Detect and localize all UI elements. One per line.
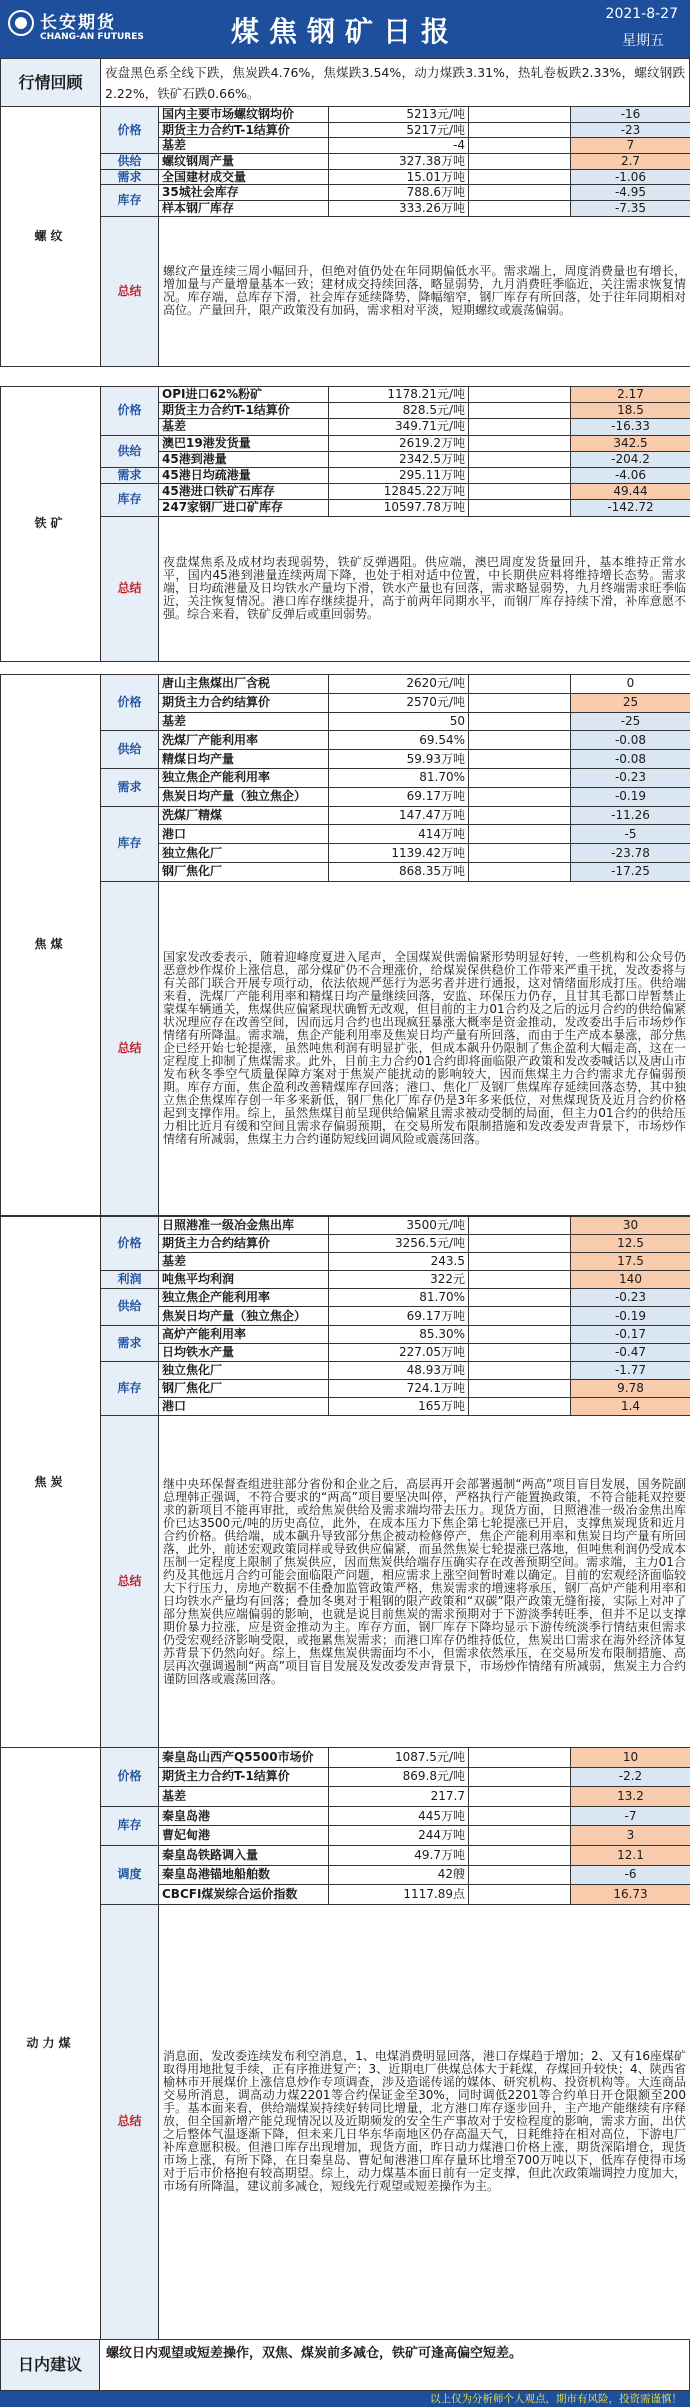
report-weekday: 星期五 bbox=[622, 33, 664, 49]
spacer-cell bbox=[469, 403, 571, 419]
row-group-label: 需求 bbox=[101, 1325, 159, 1361]
spacer-cell bbox=[469, 693, 571, 712]
spacer-cell bbox=[469, 169, 571, 185]
indicator-value: 147.47万吨 bbox=[329, 806, 469, 825]
indicator-change: 30 bbox=[571, 1217, 690, 1235]
indicator-change: 1.4 bbox=[571, 1397, 690, 1415]
row-group-label: 价格 bbox=[101, 387, 159, 436]
indicator-value: 349.71元/吨 bbox=[329, 419, 469, 435]
spacer-cell bbox=[469, 1865, 571, 1885]
indicator-value: 1139.42万吨 bbox=[329, 844, 469, 863]
indicator-change: 12.1 bbox=[571, 1845, 690, 1865]
row-group-label: 库存 bbox=[101, 484, 159, 516]
indicator-label: 日均铁水产量 bbox=[159, 1343, 329, 1361]
row-group-label: 供给 bbox=[101, 435, 159, 467]
spacer-cell bbox=[469, 138, 571, 154]
row-group-label: 价格 bbox=[101, 675, 159, 731]
indicator-value: 85.30% bbox=[329, 1325, 469, 1343]
indicator-change: 342.5 bbox=[571, 435, 690, 451]
indicator-label: 螺纹钢周产量 bbox=[159, 154, 329, 170]
indicator-change: -7 bbox=[571, 1806, 690, 1826]
indicator-change: -0.19 bbox=[571, 1307, 690, 1325]
summary-label: 总结 bbox=[101, 1416, 159, 1748]
indicator-value: 59.93万吨 bbox=[329, 750, 469, 769]
indicator-value: 227.05万吨 bbox=[329, 1343, 469, 1361]
indicator-change: -25 bbox=[571, 712, 690, 731]
indicator-value: 165万吨 bbox=[329, 1397, 469, 1415]
indicator-value: 295.11万吨 bbox=[329, 467, 469, 483]
indicator-change: 3 bbox=[571, 1826, 690, 1846]
spacer-cell bbox=[469, 675, 571, 694]
indicator-label: 钢厂焦化厂 bbox=[159, 862, 329, 881]
summary-text: 螺纹产量连续三周小幅回升，但绝对值仍处在年同期偏低水平。需求端上，周度消费量也有增长，增加量与产量增量基本一致；建材成交持续回落，略显弱势，九月消费旺季临近，关注需求恢复情况。库存端，总库存下滑，社会库存延续降势，降幅缩窄，钢厂库存有所回落，处于往年同期相对高位。产量回升，限产政策没有加码，需求相对平淡，短期螺纹或震荡偏弱。 bbox=[159, 216, 690, 366]
row-group-label: 库存 bbox=[101, 185, 159, 216]
indicator-value: 12845.22万吨 bbox=[329, 484, 469, 500]
indicator-label: 秦皇岛港 bbox=[159, 1806, 329, 1826]
indicator-label: OPI进口62%粉矿 bbox=[159, 387, 329, 403]
summary-text: 国家发改委表示，随着迎峰度夏进入尾声，全国煤炭供需偏紧形势明显好转，一些机构和公众号仍恶意炒作煤价上涨信息，部分煤矿仍不合理涨价，给煤炭保供稳价工作带来严重干扰，发改委将与有关部门联合开展专项行动，依法依规严惩行为恶劣者并进行通报，这对情绪面形成打压。供给端来看，洗煤厂产能利用率和精煤日均产量继续回落，安监、环保压力仍存，且甘其毛都口岸暂禁止蒙煤车辆通关，焦煤供应偏紧现状确暂无改观，但目前的主力01合约及之后的远月合约的供给偏紧状况理应存在改善空间，因而远月合约也出现疯狂暴涨大概率是资金推动，发改委出手后市场炒作情绪有所降温。需求端，焦企产能利用率及焦炭日均产量有所回落，而由于生产成本暴涨，部分焦企已经开始七轮提涨，虽然吨焦利润有明显扩张，但成本飙升仍限制了焦企盈利大幅走高，这在一定程度上抑制了焦煤需求。此外，目前主力合约01合约即将面临限产政策和发改委喊话以及唐山市发布秋冬季空气质量保障方案对于焦炭产能扰动的影响较大，因而焦煤主力合约需求尤存偏弱预期。库存方面，焦企盈利改善精煤库存回落；港口、焦化厂及钢厂焦煤库存延续回落态势，其中独立焦企焦煤库存创一年多来新低，钢厂焦化厂库存仍是3年多来低位，对焦煤现货及近月合约价格起到支撑作用。综上，虽然焦煤目前呈现供给偏紧且需求被动受制的局面，但主力01合约的供给压力相比近月有缓和空间且需求存偏弱预期，在交易所发布限制措施和发改委发声背景下，市场炒作情绪有所减弱，焦煤主力合约谨防短线回调风险或震荡回落。 bbox=[159, 881, 690, 1215]
indicator-value: 10597.78万吨 bbox=[329, 500, 469, 516]
spacer-cell bbox=[469, 451, 571, 467]
spacer-cell bbox=[469, 1397, 571, 1415]
indicator-change: 2.7 bbox=[571, 154, 690, 170]
spacer-cell bbox=[469, 154, 571, 170]
indicator-label: 基差 bbox=[159, 712, 329, 731]
indicator-change: 10 bbox=[571, 1748, 690, 1768]
indicator-value: 81.70% bbox=[329, 1289, 469, 1307]
indicator-label: 独立焦企产能利用率 bbox=[159, 768, 329, 787]
suggestion-label: 日内建议 bbox=[0, 2339, 100, 2391]
indicator-change: -0.23 bbox=[571, 768, 690, 787]
indicator-change: -23 bbox=[571, 122, 690, 138]
section-5 bbox=[0, 1747, 690, 2340]
spacer-cell bbox=[469, 1767, 571, 1787]
indicator-change: -1.77 bbox=[571, 1361, 690, 1379]
spacer-cell bbox=[469, 1271, 571, 1289]
indicator-label: 唐山主焦煤出厂含税 bbox=[159, 675, 329, 694]
indicator-value: 49.7万吨 bbox=[329, 1845, 469, 1865]
spacer-cell bbox=[469, 185, 571, 201]
spacer-cell bbox=[469, 500, 571, 516]
section-name: 焦炭 bbox=[1, 1217, 101, 1748]
summary-label: 总结 bbox=[101, 516, 159, 661]
row-group-label: 供给 bbox=[101, 1289, 159, 1325]
indicator-change: -4.06 bbox=[571, 467, 690, 483]
spacer-cell bbox=[469, 435, 571, 451]
indicator-label: 港口 bbox=[159, 1397, 329, 1415]
spacer-cell bbox=[469, 1289, 571, 1307]
indicator-value: 327.38万吨 bbox=[329, 154, 469, 170]
indicator-value: 5213元/吨 bbox=[329, 107, 469, 123]
indicator-label: 曹妃甸港 bbox=[159, 1826, 329, 1846]
spacer-cell bbox=[469, 825, 571, 844]
section-name: 焦煤 bbox=[1, 675, 101, 1216]
indicator-label: 基差 bbox=[159, 1787, 329, 1807]
indicator-label: 35城社会库存 bbox=[159, 185, 329, 201]
row-group-label: 库存 bbox=[101, 1806, 159, 1845]
spacer-cell bbox=[469, 1826, 571, 1846]
indicator-change: -11.26 bbox=[571, 806, 690, 825]
indicator-value: 1178.21元/吨 bbox=[329, 387, 469, 403]
spacer-cell bbox=[469, 768, 571, 787]
indicator-value: 3256.5元/吨 bbox=[329, 1235, 469, 1253]
row-group-label: 库存 bbox=[101, 1361, 159, 1415]
indicator-label: 45港日均疏港量 bbox=[159, 467, 329, 483]
spacer-cell bbox=[469, 1253, 571, 1271]
indicator-label: 焦炭日均产量（独立焦企） bbox=[159, 1307, 329, 1325]
indicator-label: 秦皇岛山西产Q5500市场价 bbox=[159, 1748, 329, 1768]
spacer-cell bbox=[469, 806, 571, 825]
section-name: 动力煤 bbox=[1, 1748, 101, 2340]
indicator-label: 样本钢厂库存 bbox=[159, 201, 329, 217]
summary-label: 总结 bbox=[101, 216, 159, 366]
spacer-cell bbox=[469, 1325, 571, 1343]
review-text: 夜盘黑色系全线下跌，焦炭跌4.76%，焦煤跌3.54%，动力煤跌3.31%，热轧卷板跌2.33%，螺纹钢跌2.22%，铁矿石跌0.66%。 bbox=[101, 59, 690, 107]
indicator-label: 吨焦平均利润 bbox=[159, 1271, 329, 1289]
indicator-change: 7 bbox=[571, 138, 690, 154]
summary-text: 继中央环保督查组进驻部分省份和企业之后，高层再开会部署遏制“两高”项目盲目发展，国务院副总理韩正强调，不符合要求的“两高”项目要坚决叫停，严格执行产能置换政策，不符合能耗双控要求的新项目不能再审批，或给焦炭供给及需求端均带去压力。现货方面，日照港准一级冶金焦出库价已达3500元/吨的历史高位，此外，在成本压力下焦企第七轮提涨已开启，支撑焦炭现货和近月合约价格。供给端，成本飙升导致部分焦企被动检修停产，焦企产能利用率和焦炭日均产量有所回落，此外，前述宏观政策同样或导致供应偏紧，而虽然焦炭七轮提涨已落地，但吨焦利润仍受成本压制一定程度上限制了焦炭供应，因而焦炭供给端存压确实存在改善预期空间。需求端，主力01合约及其他远月合约可能会面临限产问题，相应需求上涨空间暂时难以确定。目前的宏观经济面临较大下行压力，房地产数据不佳叠加监管政策严格，焦炭需求的增速将承压，钢厂高炉产能利用率和日均铁水产量均有回落；叠加冬奥对于粗钢的限产政策和“双碳”限产政策无缝衔接，实际上对冲了部分焦炭供应端偏弱的影响，也就是说目前焦炭的需求预期对于下游淡季转旺季，但并不足以支撑期价暴力拉涨，应是资金推动为主。库存方面，钢厂库存下降均显示下游传统淡季行情结束但需求仍受宏观经济影响受限，或拖累焦炭需求；而港口库存仍维持低位，焦炭出口需求在海外经济体复苏背景下仍然向好。综上，焦煤焦炭供需面均不小，但需求依然承压，在交易所发布限制措施、高层再次强调遏制“两高”项目盲目发展及发改委发声背景下，市场炒作情绪有所减弱，焦炭主力合约谨防回落或震荡回落。 bbox=[159, 1416, 690, 1748]
indicator-change: -4.95 bbox=[571, 185, 690, 201]
indicator-value: 868.35万吨 bbox=[329, 862, 469, 881]
indicator-change: -0.17 bbox=[571, 1325, 690, 1343]
logo-cn: 长安期货 bbox=[40, 13, 116, 33]
indicator-change: -142.72 bbox=[571, 500, 690, 516]
indicator-value: 244万吨 bbox=[329, 1826, 469, 1846]
report-date: 2021-8-27 bbox=[605, 6, 678, 22]
indicator-change: -2.2 bbox=[571, 1767, 690, 1787]
spacer-cell bbox=[469, 844, 571, 863]
section-4 bbox=[0, 1216, 690, 1748]
indicator-value: 2570元/吨 bbox=[329, 693, 469, 712]
row-group-label: 价格 bbox=[101, 1748, 159, 1807]
indicator-change: 13.2 bbox=[571, 1787, 690, 1807]
summary-text: 消息面，发改委连续发布利空消息，1、电煤消费明显回落，港口存煤趋于增加；2、又有16座煤矿取得用地批复手续，正有序推进复产；3、近期电厂供煤总体大于耗煤，存煤回升较快；4、陕西省榆林市开展煤价上涨信息炒作专项调查，涉及造谣传谣的媒体、研究机构、投资机构等。大连商品交易所消息，调高动力煤2201等合约保证金至30%，同时调低2201等合约单日开仓限额至200手。基本面来看，供给端煤炭持续好转同比增量，北方港口库存逐步回升，主产地产能继续有序释放，但全国新增产能兑现情况以及近期频发的安全生产事故对于安检程度的影响，需求方面，出伏之后整体气温逐渐下降，但未来几日华东华南地区仍存高温天气，日耗维持在相对高位，下游电厂补库意愿积极。但港口库存出现增加，现货方面，昨日动力煤港口价格上涨，期货深陷增仓，现货市场上涨，有所下降，在日秦皇岛、曹妃甸港港口库存量环比增至700万吨以下，低库存使得市场对于后市价格抱有较高期望。综上，动力煤基本面日前有一定支撑，但此次政策端调控力度加大，市场有所降温，建议前多减仓，短线先行观望或短差操作为主。 bbox=[159, 1904, 690, 2339]
indicator-label: 精煤日均产量 bbox=[159, 750, 329, 769]
indicator-label: 港口 bbox=[159, 825, 329, 844]
spacer-cell bbox=[469, 201, 571, 217]
row-group-label: 需求 bbox=[101, 467, 159, 483]
row-group-label: 调度 bbox=[101, 1845, 159, 1904]
row-group-label: 库存 bbox=[101, 806, 159, 881]
indicator-label: 期货主力合约T-1结算价 bbox=[159, 1767, 329, 1787]
indicator-value: 1117.89点 bbox=[329, 1885, 469, 1905]
row-group-label: 供给 bbox=[101, 154, 159, 170]
indicator-label: 澳巴19港发货量 bbox=[159, 435, 329, 451]
indicator-label: 45港到港量 bbox=[159, 451, 329, 467]
indicator-change: 18.5 bbox=[571, 403, 690, 419]
indicator-change: 9.78 bbox=[571, 1379, 690, 1397]
spacer-cell bbox=[469, 419, 571, 435]
indicator-value: 724.1万吨 bbox=[329, 1379, 469, 1397]
spacer-cell bbox=[469, 1361, 571, 1379]
indicator-change: -0.08 bbox=[571, 750, 690, 769]
indicator-value: 2619.2万吨 bbox=[329, 435, 469, 451]
indicator-value: 42艘 bbox=[329, 1865, 469, 1885]
indicator-change: -6 bbox=[571, 1865, 690, 1885]
indicator-change: 12.5 bbox=[571, 1235, 690, 1253]
spacer-cell bbox=[469, 1885, 571, 1905]
indicator-label: 基差 bbox=[159, 419, 329, 435]
row-group-label: 价格 bbox=[101, 1217, 159, 1271]
indicator-value: 50 bbox=[329, 712, 469, 731]
indicator-change: -5 bbox=[571, 825, 690, 844]
indicator-label: CBCFI煤炭综合运价指数 bbox=[159, 1885, 329, 1905]
indicator-change: -1.06 bbox=[571, 169, 690, 185]
row-group-label: 价格 bbox=[101, 107, 159, 154]
spacer-cell bbox=[469, 387, 571, 403]
indicator-label: 洗煤厂精煤 bbox=[159, 806, 329, 825]
report-header bbox=[0, 0, 690, 58]
market-review bbox=[0, 58, 690, 107]
row-group-label: 需求 bbox=[101, 169, 159, 185]
section-name: 铁矿 bbox=[1, 387, 101, 662]
indicator-change: 17.5 bbox=[571, 1253, 690, 1271]
indicator-value: 5217元/吨 bbox=[329, 122, 469, 138]
indicator-change: -7.35 bbox=[571, 201, 690, 217]
spacer-cell bbox=[469, 1845, 571, 1865]
spacer-cell bbox=[469, 862, 571, 881]
indicator-label: 秦皇岛铁路调入量 bbox=[159, 1845, 329, 1865]
indicator-label: 钢厂焦化厂 bbox=[159, 1379, 329, 1397]
section-1 bbox=[0, 106, 690, 367]
indicator-change: -204.2 bbox=[571, 451, 690, 467]
indicator-label: 基差 bbox=[159, 138, 329, 154]
indicator-value: -4 bbox=[329, 138, 469, 154]
indicator-label: 独立焦化厂 bbox=[159, 1361, 329, 1379]
indicator-value: 48.93万吨 bbox=[329, 1361, 469, 1379]
indicator-label: 独立焦企产能利用率 bbox=[159, 1289, 329, 1307]
indicator-value: 322元 bbox=[329, 1271, 469, 1289]
indicator-label: 秦皇岛港锚地船舶数 bbox=[159, 1865, 329, 1885]
spacer-cell bbox=[469, 467, 571, 483]
indicator-change: 0 bbox=[571, 675, 690, 694]
indicator-value: 828.5元/吨 bbox=[329, 403, 469, 419]
indicator-label: 国内主要市场螺纹钢均价 bbox=[159, 107, 329, 123]
spacer-cell bbox=[469, 1748, 571, 1768]
indicator-label: 期货主力合约结算价 bbox=[159, 693, 329, 712]
indicator-change: -0.19 bbox=[571, 787, 690, 806]
indicator-label: 高炉产能利用率 bbox=[159, 1325, 329, 1343]
row-group-label: 利润 bbox=[101, 1271, 159, 1289]
indicator-label: 独立焦化厂 bbox=[159, 844, 329, 863]
indicator-change: -0.47 bbox=[571, 1343, 690, 1361]
indicator-value: 217.7 bbox=[329, 1787, 469, 1807]
indicator-change: -17.25 bbox=[571, 862, 690, 881]
indicator-value: 69.54% bbox=[329, 731, 469, 750]
spacer-cell bbox=[469, 1379, 571, 1397]
indicator-label: 期货主力合约T-1结算价 bbox=[159, 122, 329, 138]
indicator-label: 洗煤厂产能利用率 bbox=[159, 731, 329, 750]
indicator-label: 期货主力合约结算价 bbox=[159, 1235, 329, 1253]
summary-label: 总结 bbox=[101, 1904, 159, 2339]
report-title: 煤焦钢矿日报 bbox=[230, 15, 459, 48]
spacer-cell bbox=[469, 1787, 571, 1807]
indicator-label: 日照港准一级冶金焦出库 bbox=[159, 1217, 329, 1235]
indicator-value: 2342.5万吨 bbox=[329, 451, 469, 467]
spacer-cell bbox=[469, 1806, 571, 1826]
disclaimer: 以上仅为分析师个人观点，期市有风险，投资需谨慎！ bbox=[0, 2391, 690, 2407]
indicator-label: 焦炭日均产量（独立焦企） bbox=[159, 787, 329, 806]
summary-label: 总结 bbox=[101, 881, 159, 1215]
section-name: 螺纹 bbox=[1, 107, 101, 367]
spacer-cell bbox=[469, 1307, 571, 1325]
spacer-cell bbox=[469, 731, 571, 750]
spacer-cell bbox=[469, 122, 571, 138]
indicator-label: 247家钢厂进口矿库存 bbox=[159, 500, 329, 516]
indicator-value: 1087.5元/吨 bbox=[329, 1748, 469, 1768]
row-group-label: 需求 bbox=[101, 768, 159, 806]
indicator-value: 2620元/吨 bbox=[329, 675, 469, 694]
review-label: 行情回顾 bbox=[1, 59, 101, 107]
indicator-value: 445万吨 bbox=[329, 1806, 469, 1826]
indicator-change: -0.23 bbox=[571, 1289, 690, 1307]
indicator-change: -23.78 bbox=[571, 844, 690, 863]
indicator-change: -16.33 bbox=[571, 419, 690, 435]
indicator-value: 414万吨 bbox=[329, 825, 469, 844]
indicator-value: 3500元/吨 bbox=[329, 1217, 469, 1235]
summary-text: 夜盘煤焦系及成材均表现弱势，铁矿反弹遇阻。供应端，澳巴周度发货量回升，基本维持正常水平，国内45港到港量连续两周下降，也处于相对适中位置，中长期供应料将维持增长态势。需求端，日均疏港量及日均铁水产量均下滑，铁水产量也有回落，需求略显弱势，九月终端需求旺季临近，关注恢复情况。港口库存继续提升，高于前两年同期水平，而钢厂库存持续下滑，补库意愿不强。综合来看，铁矿反弹后或重回弱势。 bbox=[159, 516, 690, 661]
indicator-value: 81.70% bbox=[329, 768, 469, 787]
indicator-change: -16 bbox=[571, 107, 690, 123]
indicator-value: 69.17万吨 bbox=[329, 787, 469, 806]
indicator-change: 2.17 bbox=[571, 387, 690, 403]
indicator-change: -0.08 bbox=[571, 731, 690, 750]
indicator-value: 15.01万吨 bbox=[329, 169, 469, 185]
spacer-cell bbox=[469, 107, 571, 123]
indicator-change: 49.44 bbox=[571, 484, 690, 500]
suggestion-text: 螺纹日内观望或短差操作，双焦、煤炭前多减仓，铁矿可逢高偏空短差。 bbox=[100, 2339, 690, 2391]
spacer-cell bbox=[469, 750, 571, 769]
indicator-label: 基差 bbox=[159, 1253, 329, 1271]
indicator-value: 243.5 bbox=[329, 1253, 469, 1271]
indicator-change: 140 bbox=[571, 1271, 690, 1289]
spacer-cell bbox=[469, 1343, 571, 1361]
spacer-cell bbox=[469, 1217, 571, 1235]
indicator-change: 25 bbox=[571, 693, 690, 712]
spacer-cell bbox=[469, 712, 571, 731]
logo-en: CHANG-AN FUTURES bbox=[40, 32, 144, 42]
section-2 bbox=[0, 386, 690, 662]
indicator-value: 788.6万吨 bbox=[329, 185, 469, 201]
footer bbox=[0, 2339, 690, 2407]
row-group-label: 供给 bbox=[101, 731, 159, 769]
indicator-value: 869.8元/吨 bbox=[329, 1767, 469, 1787]
spacer-cell bbox=[469, 1235, 571, 1253]
indicator-label: 期货主力合约T-1结算价 bbox=[159, 403, 329, 419]
indicator-label: 全国建材成交量 bbox=[159, 169, 329, 185]
indicator-label: 45港进口铁矿石库存 bbox=[159, 484, 329, 500]
indicator-value: 333.26万吨 bbox=[329, 201, 469, 217]
spacer-cell bbox=[469, 484, 571, 500]
section-3 bbox=[0, 674, 690, 1216]
indicator-value: 69.17万吨 bbox=[329, 1307, 469, 1325]
spacer-cell bbox=[469, 787, 571, 806]
indicator-change: 16.73 bbox=[571, 1885, 690, 1905]
